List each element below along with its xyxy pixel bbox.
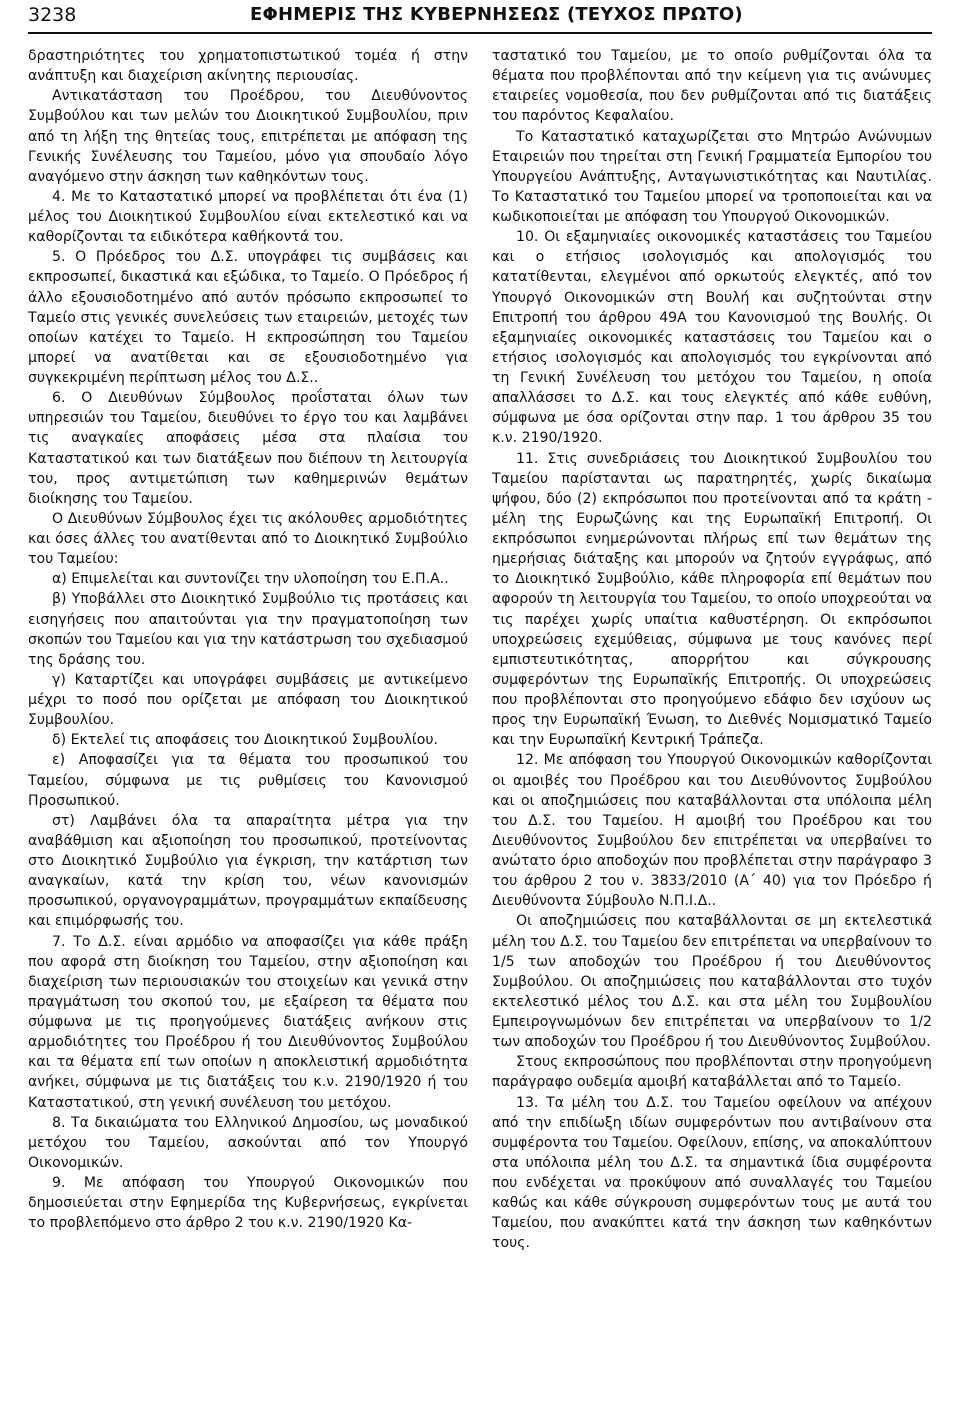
header-rule [28,32,932,34]
paragraph: 5. Ο Πρόεδρος του Δ.Σ. υπογράφει τις συμβάσεις και εκπροσωπεί, δικαστικά και εξώδικα, το Ταμείο. Ο Πρόεδρος ή άλλο εξουσιοδοτημένο από αυτόν πρόσωπο εκπροσωπεί το Ταμείο στις γενικές συνελεύσεις των εταιρειών, μετοχές των οποίων κατέχει το Ταμείο. Η εκπροσώπηση του Ταμείου μπορεί να ανατίθεται και σε εξουσιοδοτημένο για συγκεκριμένη περίπτωση μέλος του Δ.Σ.. [28,249,468,386]
paragraph: β) Υποβάλλει στο Διοικητικό Συμβούλιο τις προτάσεις και εισηγήσεις που απαιτούνται για την πραγματοποίηση των σκοπών του Ταμείου και για την κατάστρωση του σχεδιασμού της δράσης του. [28,591,468,668]
paragraph: 4. Με το Καταστατικό μπορεί να προβλέπεται ότι ένα (1) μέλος του Διοικητικού Συμβουλίου είναι εκτελεστικό και να καθορίζονται τα ειδικότερα καθήκοντά του. [28,188,468,246]
paragraph: 12. Με απόφαση του Υπουργού Οικονομικών καθορίζονται οι αμοιβές του Προέδρου και του Διευθύνοντος Συμβούλου και οι αποζημιώσεις που καταβάλλονται στα υπόλοιπα μέλη του Δ.Σ. του Ταμείου. Η αμοιβή του Προέδρου και του Διευθύνοντος Συμβούλου δεν επιτρέπεται να υπερβαίνει το ανώτατο όριο αποδοχών που προβλέπεται στην παράγραφο 3 του άρθρου 2 του ν. 3833/2010 (Α΄ 40) για τον Πρόεδρο ή Διευθύνοντα Σύμβουλο Ν.Π.Ι.Δ.. [492,752,932,910]
paragraph: 9. Με απόφαση του Υπουργού Οικονομικών που δημοσιεύεται στην Εφημερίδα της Κυβερνήσεως, εγκρίνεται το προβλεπόμενο στο άρθρο 2 του κ.ν. 2190/1920 Κα- [28,1175,468,1232]
page-header [28,0,932,30]
paragraph: γ) Καταρτίζει και υπογράφει συμβάσεις με αντικείμενο μέχρι το ποσό που ορίζεται με απόφαση του Διοικητικού Συμβουλίου. [28,671,468,729]
paragraph: Αντικατάσταση του Προέδρου, του Διευθύνοντος Συμβούλου και των μελών του Διοικητικού Συμβουλίου, πριν από τη λήξη της θητείας τους, επιτρέπεται με απόφαση της Γενικής Συνέλευσης του Ταμείου, μόνο για σπουδαίο λόγο αναγόμενο στην άσκηση των καθηκόντων τους. [28,88,468,185]
paragraph: Ο Διευθύνων Σύμβουλος έχει τις ακόλουθες αρμοδιότητες και όσες άλλες του ανατίθενται από το Διοικητικό Συμβούλιο του Ταμείου: [28,510,468,568]
paragraph: 8. Τα δικαιώματα του Ελληνικού Δημοσίου, ως μοναδικού μετόχου του Ταμείου, ασκούνται από τον Υπουργό Οικονομικών. [28,1114,468,1171]
paragraph: 6. Ο Διευθύνων Σύμβουλος προΐσταται όλων των υπηρεσιών του Ταμείου, διευθύνει το έργο του και λαμβάνει τις αναγκαίες αποφάσεις μέσα στα πλαίσια του Καταστατικού και των διατάξεων που διέπουν τη λειτουργία του, προς αντιμετώπιση των καθημερινών θεμάτων διοίκησης του Ταμείου. [28,390,468,507]
page-number: 3238 [28,4,77,26]
paragraph: α) Επιμελείται και συντονίζει την υλοποίηση του Ε.Π.Α.. [52,571,449,588]
left-column [28,46,468,1418]
paragraph: ε) Αποφασίζει για τα θέματα του προσωπικού του Ταμείου, σύμφωνα με τις ρυθμίσεις του Κανονισμού Προσωπικού. [28,752,468,809]
paragraph: Στους εκπροσώπους που προβλέπονται στην προηγούμενη παράγραφο ουδεμία αμοιβή καταβάλλεται από το Ταμείο. [492,1054,932,1091]
paragraph: Οι αποζημιώσεις που καταβάλλονται σε μη εκτελεστικά μέλη του Δ.Σ. του Ταμείου δεν επιτρέπεται να υπερβαίνουν το 1/5 των αποδοχών του Προέδρου ή του Διευθύνοντος Συμβούλου. Οι αποζημιώσεις που καταβάλλονται στο τυχόν εκτελεστικό μέλος του Δ.Σ. και στα μέλη του Συμβουλίου Εμπειρογνωμόνων δεν επιτρέπεται να υπερβαίνουν το 1/2 των αποδοχών του Προέδρου ή του Διευθύνοντος Συμβούλου. [492,913,932,1051]
paragraph: ταστατικό του Ταμείου, με το οποίο ρυθμίζονται όλα τα θέματα που προβλέπονται από την κείμενη για τις ανώνυμες εταιρείες νομοθεσία, που δεν ρυθμίζονται από τις διατάξεις του παρόντος Κεφαλαίου. [492,48,932,125]
right-column [492,46,932,1418]
paragraph: 7. Το Δ.Σ. είναι αρμόδιο να αποφασίζει για κάθε πράξη που αφορά στη διοίκηση του Ταμείου, στην αξιοποίηση και διαχείριση των περιουσιακών του στοιχείων και γενικά στην πραγμάτωση του σκοπού του, με εξαίρεση τα θέματα που σύμφωνα με τις προηγούμενες διατάξεις ανήκουν στις αρμοδιότητες του Προέδρου ή του Διευθύνοντος Συμβούλου και τα θέματα επί των οποίων η αποκλειστική αρμοδιότητα ανήκει, σύμφωνα με τις διατάξεις του κ.ν. 2190/1920 ή του Καταστατικού, στη γενική συνέλευση του μετόχου. [28,933,468,1111]
paragraph: 11. Στις συνεδριάσεις του Διοικητικού Συμβουλίου του Ταμείου παρίστανται ως παρατηρητές, χωρίς δικαίωμα ψήφου, δύο (2) εκπρόσωποι που προτείνονται από τα κράτη - μέλη της Ευρωζώνης και της Ευρωπαϊκή Επιτροπή. Οι εκπρόσωποι ενημερώνονται πλήρως επί των θεμάτων της ημερήσιας διάταξης και μπορούν να ζητούν εγγράφως, από το Διοικητικό Συμβούλιο, κάθε πληροφορία επί θεμάτων που αφορούν τη λειτουργία του Ταμείου, το οποίο υποχρεούται να τις παρέχει χωρίς υπαίτια καθυστέρηση. Οι εκπρόσωποι υποχρεώσεις εχεμύθειας, σύμφωνα με τους κανόνες περί εμπιστευτικότητας, απορρήτου και σύγκρουσης συμφερόντων της Ευρωπαϊκής Επιτροπής. Οι υποχρεώσεις που προβλέπονται στο προηγούμενο εδάφιο δεν ισχύουν ως προς την Ευρωπαϊκή Ένωση, το Διεθνές Νομισματικό Ταμείο και την Ευρωπαϊκή Κεντρική Τράπεζα. [492,450,932,749]
journal-title: ΕΦΗΜΕΡΙΣ ΤΗΣ ΚΥΒΕΡΝΗΣΕΩΣ (ΤΕΥΧΟΣ ΠΡΩΤΟ) [250,4,743,25]
paragraph: Το Καταστατικό καταχωρίζεται στο Μητρώο Ανώνυμων Εταιρειών που τηρείται στη Γενική Γραμματεία Εμπορίου του Υπουργείου Ανάπτυξης, Ανταγωνιστικότητας και Ναυτιλίας. Το Καταστατικό του Ταμείου μπορεί να τροποποιείται και να κωδικοποιείται με απόφαση του Υπουργού Οικονομικών. [492,128,932,225]
paragraph: δραστηριότητες του χρηματοπιστωτικού τομέα ή στην ανάπτυξη και διαχείριση ακίνητης περιουσίας. [28,48,468,85]
paragraph: δ) Εκτελεί τις αποφάσεις του Διοικητικού Συμβουλίου. [52,732,438,749]
paragraph: 10. Οι εξαμηνιαίες οικονομικές καταστάσεις του Ταμείου και ο ετήσιος ισολογισμός και απολογισμός του κατατίθενται, ελεγμένοι από ορκωτούς ελεγκτές, από τον Υπουργό Οικονομικών στη Βουλή και συζητούνται στην Επιτροπή του άρθρου 49Α του Κανονισμού της Βουλής. Οι εξαμηνιαίες οικονομικές καταστάσεις του Ταμείου και ο ετήσιος ισολογισμός και απολογισμός του εγκρίνονται από τη Γενική Συνέλευση του μετόχου του Ταμείου, η οποία απαλλάσσει το Δ.Σ. και τους ελεγκτές από κάθε ευθύνη, σύμφωνα με όσα ορίζονται στην παρ. 1 του άρθρου 35 του κ.ν. 2190/1920. [492,229,932,447]
paragraph: 13. Τα μέλη του Δ.Σ. του Ταμείου οφείλουν να απέχουν από την επιδίωξη ιδίων συμφερόντων που αντιβαίνουν στα συμφέροντα του Ταμείου. Οφείλουν, επίσης, να αποκαλύπτουν στα υπόλοιπα μέλη του Δ.Σ. τα σημαντικά ίδια συμφέροντα που ενδέχεται να προκύψουν από συναλλαγές του Ταμείου καθώς και κάθε σύγκρουση συμφερόντων τους με αυτά του Ταμείου, που ανακύπτει κατά την άσκηση των καθηκόντων τους. [492,1094,932,1252]
paragraph: στ) Λαμβάνει όλα τα απαραίτητα μέτρα για την αναβάθμιση και αξιοποίηση του προσωπικού, προτείνοντας στο Διοικητικό Συμβούλιο για έγκριση, την κατάρτιση των αναγκαίων, κατά την κρίση του, νέων κανονισμών προσωπικού, οργανογραμμάτων, προγραμμάτων εκπαίδευσης και επιμόρφωσής του. [28,812,468,930]
